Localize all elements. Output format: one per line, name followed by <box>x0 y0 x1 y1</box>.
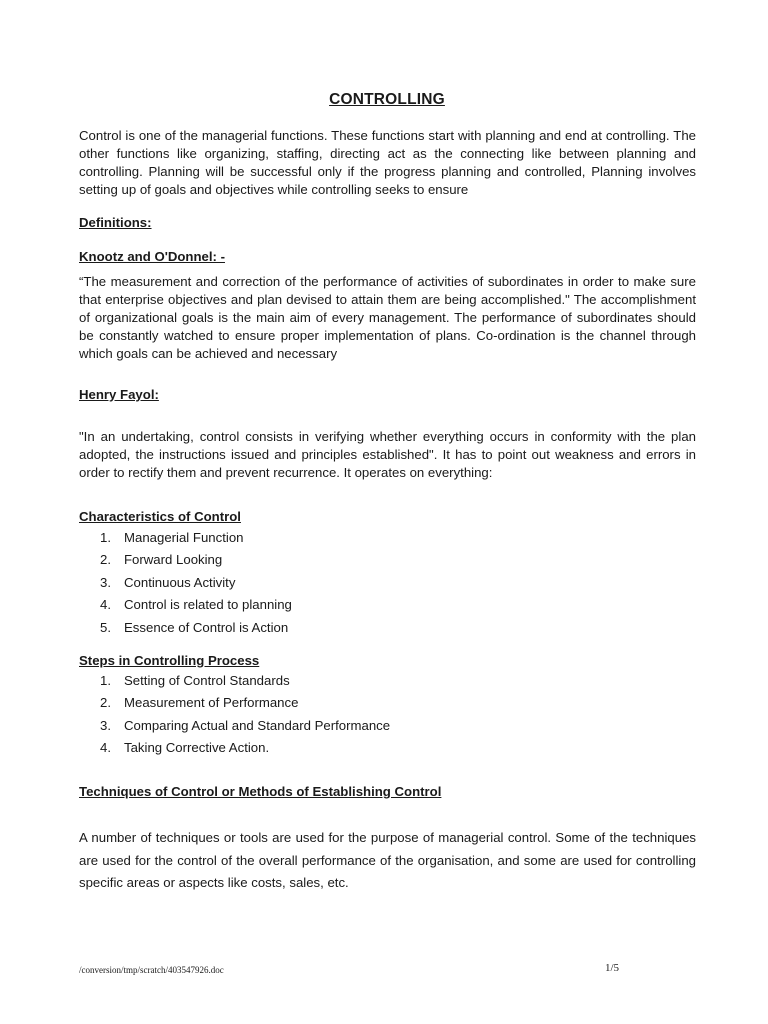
list-item-number: 2. <box>100 695 111 711</box>
list-item-number: 1. <box>100 673 111 688</box>
footer-page-number: 1/5 <box>605 962 620 974</box>
list-item-text: Managerial Function <box>124 530 244 545</box>
list-item-number: 4. <box>100 740 111 756</box>
techniques-paragraph: A number of techniques or tools are used for the purpose of managerial control. Some of the techniques are used for the control of the overall performance of the organisation, and some are used for controlling specific areas or aspects like costs, sales, etc. <box>79 830 696 890</box>
definitions-heading: Definitions: <box>79 215 152 230</box>
list-item-number: 4. <box>100 597 111 613</box>
list-item-number: 2. <box>100 552 111 568</box>
list-item-text: Forward Looking <box>124 552 223 568</box>
list-item-number: 3. <box>100 717 111 733</box>
steps-heading: Steps in Controlling Process <box>79 653 260 668</box>
list-item-text: Continuous Activity <box>124 574 236 590</box>
list-item-number: 3. <box>100 574 111 590</box>
knootz-heading: Knootz and O'Donnel: - <box>79 249 225 264</box>
list-item-text: Setting of Control Standards <box>124 673 290 688</box>
intro-paragraph: Control is one of the managerial functions. These functions start with planning and end at controlling. The other functions like organizing, staffing, directing act as the connecting like between planning and controlling. Planning will be successful only if the progress planning and controlled, Planning involves setting up of goals and objectives while controlling seeks to ensure <box>79 128 696 197</box>
list-item-text: Control is related to planning <box>124 597 292 613</box>
techniques-heading: Techniques of Control or Methods of Establishing Control <box>79 784 442 799</box>
list-item-text: Comparing Actual and Standard Performance <box>124 717 391 733</box>
characteristics-heading: Characteristics of Control <box>79 509 241 524</box>
fayol-paragraph: "In an undertaking, control consists in verifying whether everything occurs in conformity with the plan adopted, the instructions issued and principles established". It has to point out weakness and errors in order to rectify them and prevent recurrence. It operates on everything: <box>79 429 696 480</box>
footer-file-path: /conversion/tmp/scratch/403547926.doc <box>79 965 224 975</box>
list-item-number: 1. <box>100 530 111 545</box>
list-item-number: 5. <box>100 619 111 635</box>
list-item-text: Essence of Control is Action <box>124 619 289 635</box>
fayol-heading: Henry Fayol: <box>79 387 159 402</box>
page-title: CONTROLLING <box>329 91 445 108</box>
knootz-paragraph: “The measurement and correction of the performance of activities of subordinates in order to make sure that enterprise objectives and plan devised to attain them are being accomplished." The accomplishment of organizational goals is the main aim of every management. The performance of subordinates should be constantly watched to ensure proper implementation of plans. Co-ordination is the channel through which goals can be achieved and necessary <box>79 274 696 361</box>
list-item-text: Taking Corrective Action. <box>124 740 270 756</box>
list-item-text: Measurement of Performance <box>124 695 299 711</box>
